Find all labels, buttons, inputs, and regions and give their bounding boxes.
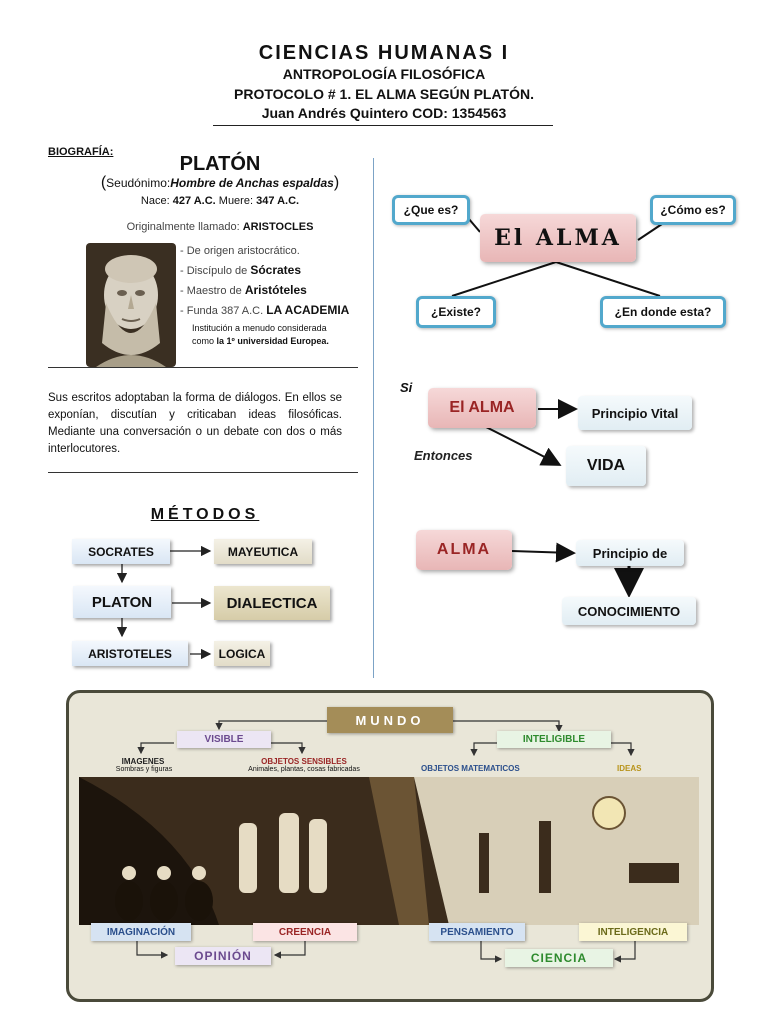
method-mayeutica: MAYEUTICA <box>214 539 312 564</box>
author-line: Juan Andrés Quintero COD: 1354563 <box>261 105 507 121</box>
si-label: Si <box>400 380 413 395</box>
pseudonym-value: Hombre de Anchas espaldas <box>170 176 334 190</box>
question-donde-esta: ¿En donde esta? <box>600 296 726 328</box>
fact-bold: LA ACADEMIA <box>266 303 350 317</box>
method-aristoteles: ARISTOTELES <box>72 641 188 666</box>
opinion-node: OPINIÓN <box>175 947 271 965</box>
method-dialectica: DIALECTICA <box>214 586 330 620</box>
conoc-alma-node: ALMA <box>416 530 512 570</box>
imaginacion-node: IMAGINACIÓN <box>91 923 191 941</box>
vida-node: VIDA <box>566 446 646 486</box>
question-que-es: ¿Que es? <box>392 195 470 225</box>
ciencia-node: CIENCIA <box>505 949 613 967</box>
imagenes-sub: Sombras y figuras <box>115 766 173 773</box>
protocol-title: PROTOCOLO # 1. EL ALMA SEGÚN PLATÓN. <box>234 86 534 102</box>
conocimiento-node: CONOCIMIENTO <box>562 597 696 625</box>
fact-text: - De origen aristocrático. <box>180 245 300 257</box>
paren-close: ) <box>333 174 340 191</box>
fact-text: - Maestro de <box>180 285 245 297</box>
ideas-label: IDEAS <box>617 764 642 773</box>
born-value: 427 A.C. <box>172 195 216 207</box>
dialogues-paragraph: Sus escritos adoptaban la forma de diálogos. En ellos se exponían, discutían y criticaban ideas filosóficas. Mediante una conversación o un debate con dos o más interlocutores. <box>48 392 342 455</box>
note-bold: la 1º universidad Europea. <box>216 336 329 346</box>
pseudonym-label: Seudónimo: <box>106 176 171 190</box>
platon-name: PLATÓN <box>179 153 261 175</box>
mundo-diagram <box>66 690 714 1002</box>
orig-value: ARISTOCLES <box>242 221 314 233</box>
document-subtitle: ANTROPOLOGÍA FILOSÓFICA <box>282 66 486 82</box>
fact-text: - Discípulo de <box>180 265 251 277</box>
pensamiento-node: PENSAMIENTO <box>429 923 525 941</box>
question-existe: ¿Existe? <box>416 296 496 328</box>
objetos-sub: Animales, plantas, cosas fabricadas <box>248 766 360 773</box>
note-line: Institución a menudo considerada <box>192 323 327 333</box>
method-platon: PLATON <box>73 586 171 618</box>
died-value: 347 A.C. <box>256 195 300 207</box>
methods-title: MÉTODOS <box>150 506 260 523</box>
fact-bold: Sócrates <box>250 263 302 277</box>
principio-vital-node: Principio Vital <box>578 396 692 430</box>
born-label: Nace: <box>140 195 173 207</box>
paren-open: ( <box>100 174 107 191</box>
question-como-es: ¿Cómo es? <box>650 195 736 225</box>
died-label: Muere: <box>215 195 257 207</box>
matematicos-label: OBJETOS MATEMATICOS <box>421 764 520 773</box>
inteligencia-node: INTELIGENCIA <box>579 923 687 941</box>
alma-center-node: El ALMA <box>480 214 636 262</box>
creencia-node: CREENCIA <box>253 923 357 941</box>
document-title: CIENCIAS HUMANAS I <box>258 42 510 64</box>
imagenes-label: IMAGENES <box>121 757 165 766</box>
entonces-label: Entonces <box>414 448 473 463</box>
mundo-title: MUNDO <box>327 707 453 733</box>
inteligible-node: INTELIGIBLE <box>497 731 611 748</box>
objetos-label: OBJETOS SENSIBLES <box>261 757 347 766</box>
orig-label: Originalmente llamado: <box>126 221 243 233</box>
mundo-connectors <box>69 693 711 999</box>
method-socrates: SOCRATES <box>72 539 170 564</box>
biography-label: BIOGRAFÍA: <box>48 146 114 158</box>
method-logica: LOGICA <box>214 641 270 666</box>
fact-bold: Aristóteles <box>244 283 307 297</box>
fact-text: - Funda 387 A.C. <box>180 305 267 317</box>
si-alma-node: El ALMA <box>428 388 536 428</box>
note-pre: como <box>192 336 217 346</box>
visible-node: VISIBLE <box>177 731 271 748</box>
principio-de-node: Principio de <box>576 540 684 566</box>
